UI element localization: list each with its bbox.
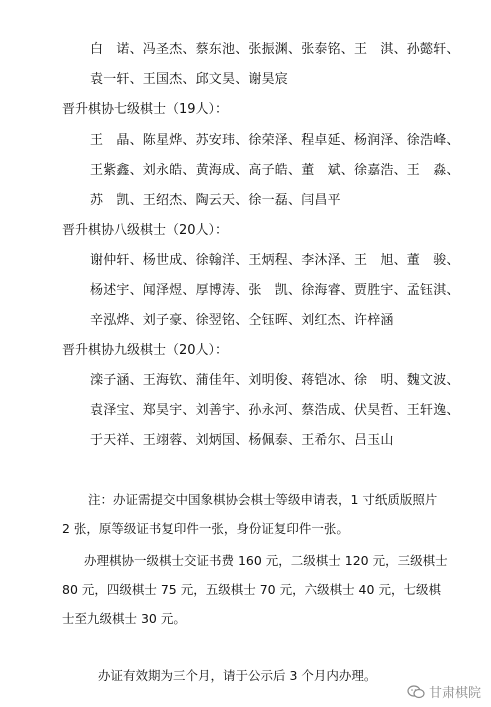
- text-line: 士至九级棋士 30 元。: [62, 611, 186, 626]
- wechat-icon: [407, 685, 425, 699]
- section-heading: 晋升棋协八级棋士（20人）：: [62, 223, 229, 238]
- text-line: 苏 凯、王绍杰、陶云天、徐一磊、闫昌平: [90, 193, 341, 208]
- text-line: 80 元，四级棋士 75 元，五级棋士 70 元，六级棋士 40 元，七级棋: [62, 582, 441, 597]
- text-line: 谢仲轩、杨世成、徐翰洋、王炳程、李沐泽、王 旭、董 骏、: [90, 253, 460, 268]
- watermark-text: 甘肃棋院: [428, 686, 481, 701]
- text-line: 王 晶、陈星烨、苏安玮、徐荣泽、程卓延、杨润泽、徐浩峰、: [90, 133, 460, 148]
- text-line: 于天祥、王翊蓉、刘炳国、杨佩泰、王希尔、吕玉山: [90, 433, 394, 448]
- text-line: 辛泓烨、刘子豪、徐翌铭、仝钰晖、刘红杰、许梓涵: [90, 313, 394, 328]
- text-line: 袁一轩、王国杰、邱文昊、谢昊宸: [90, 72, 289, 87]
- text-line: 王紫鑫、刘永皓、黄海成、高子皓、董 斌、徐嘉浩、王 淼、: [90, 163, 460, 178]
- text-line: 办证有效期为三个月，请于公示后 3 个月内办理。: [98, 668, 377, 683]
- text-line: 滦子涵、王海钦、蒲佳年、刘明俊、蒋铠冰、徐 明、魏文波、: [90, 373, 460, 388]
- text-line: 杨述宇、闻泽煜、厚博涛、张 凯、徐海睿、贾胜宇、孟钰淇、: [90, 283, 460, 298]
- text-line: 办理棋协一级棋士交证书费 160 元，二级棋士 120 元，三级棋士: [84, 553, 448, 568]
- text-line: 白 诺、冯圣杰、蔡东池、张振渊、张泰铭、王 淇、孙懿轩、: [90, 42, 460, 57]
- text-line: 袁泽宝、郑昊宇、刘善宇、孙永河、蔡浩成、伏昊哲、王轩逸、: [90, 403, 460, 418]
- text-line: 注：办证需提交中国象棋协会棋士等级申请表，1 寸纸质版照片: [88, 492, 438, 507]
- watermark: [407, 682, 481, 701]
- text-line: 2 张，原等级证书复印件一张，身份证复印件一张。: [62, 521, 349, 536]
- section-heading: 晋升棋协七级棋士（19人）：: [62, 102, 229, 117]
- section-heading: 晋升棋协九级棋士（20人）：: [62, 343, 229, 358]
